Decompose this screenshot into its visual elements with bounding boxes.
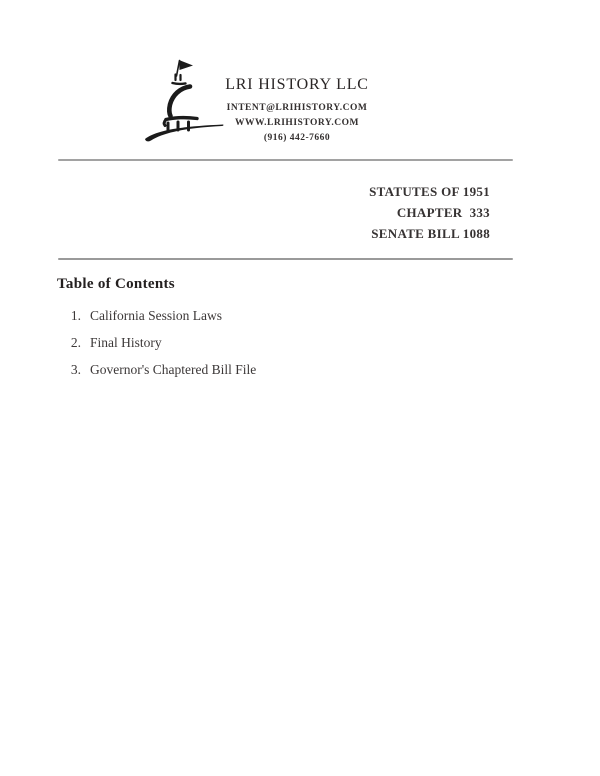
toc-item-number: 2. [70,335,81,350]
bill-reference-block [369,181,490,244]
toc-list [0,302,420,383]
toc-item-number: 3. [70,362,81,377]
toc-item-number: 1. [70,308,81,323]
company-phone: (916) 442-7660 [263,133,331,144]
horizontal-rule-top [58,159,513,161]
toc-item-label: Governor's Chaptered Bill File [90,362,257,377]
senate-bill-line: SENATE BILL 1088 [371,226,490,241]
toc-item [0,356,420,383]
toc-item [0,302,420,329]
toc-item [0,329,420,356]
horizontal-rule-bottom [58,258,513,260]
toc-heading: Table of Contents [57,276,175,292]
company-name: LRI HISTORY LLC [225,76,369,93]
company-website: WWW.LRIHISTORY.COM [235,118,359,129]
toc-item-label: Final History [90,335,162,350]
statutes-year-line: STATUTES OF 1951 [369,184,490,199]
toc-item-label: California Session Laws [90,308,222,323]
letterhead [147,76,447,147]
company-email: INTENT@LRIHISTORY.COM [226,103,368,113]
chapter-number-line: CHAPTER 333 [396,205,490,220]
